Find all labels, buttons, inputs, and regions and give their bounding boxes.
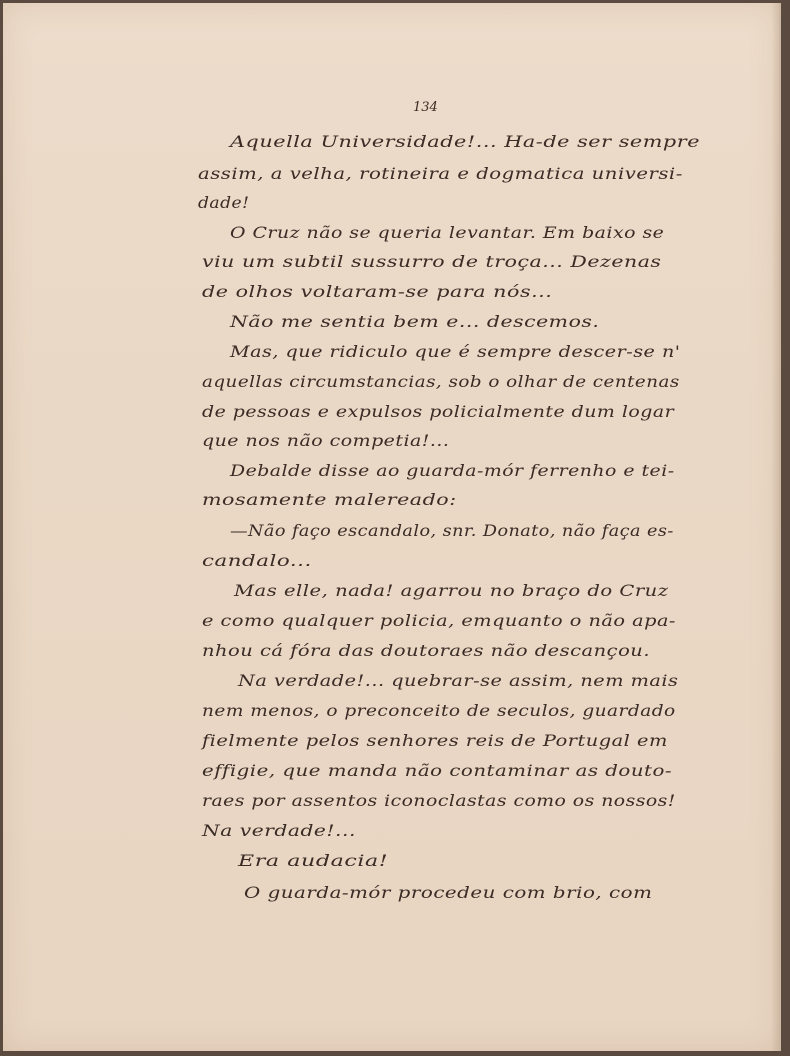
text-line: nem menos, o preconceito de seculos, guardado (202, 702, 676, 720)
text-line: Aquella Universidade!... Ha-de ser sempre (230, 133, 701, 151)
text-line: viu um subtil sussurro de troça... Dezenas (202, 253, 662, 271)
page-edge-shadow (771, 3, 779, 1051)
text-line: assim, a velha, rotineira e dogmatica universi- (198, 165, 683, 183)
text-line: candalo... (202, 552, 312, 570)
text-line: nhou cá fóra das doutoraes não descançou. (202, 642, 651, 660)
text-line: que nos não competia!... (202, 432, 450, 450)
text-line: de pessoas e expulsos policialmente dum logar (202, 403, 675, 421)
text-line: O Cruz não se queria levantar. Em baixo se (230, 224, 665, 242)
text-line: Na verdade!... quebrar-se assim, nem mais (238, 672, 679, 690)
text-line: de olhos voltaram-se para nós... (202, 283, 553, 301)
text-line: Era audacia! (238, 852, 389, 870)
text-line: dade! (198, 194, 250, 212)
text-line: e como qualquer policia, emquanto o não apa- (202, 612, 676, 630)
text-line: Mas elle, nada! agarrou no braço do Cruz (234, 582, 669, 600)
page-number: 134 (413, 100, 438, 115)
text-line: aquellas circumstancias, sob o olhar de centenas (202, 373, 680, 391)
text-line: Debalde disse ao guarda-mór ferrenho e tei- (230, 462, 675, 480)
text-line: mosamente malereado: (202, 491, 457, 509)
text-line: —Não faço escandalo, snr. Donato, não faça es- (230, 522, 674, 540)
text-line: fielmente pelos senhores reis de Portugal em (202, 732, 668, 750)
text-line: Não me sentia bem e... descemos. (230, 313, 600, 331)
text-line: Na verdade!... (202, 822, 356, 840)
text-line: effigie, que manda não contaminar as douto- (202, 762, 673, 780)
text-line: Mas, que ridiculo que é sempre descer-se n' (230, 343, 681, 361)
text-line: raes por assentos iconoclastas como os nossos! (202, 792, 676, 810)
text-line: O guarda-mór procedeu com brio, com (244, 884, 653, 902)
manuscript-page (3, 3, 781, 1051)
